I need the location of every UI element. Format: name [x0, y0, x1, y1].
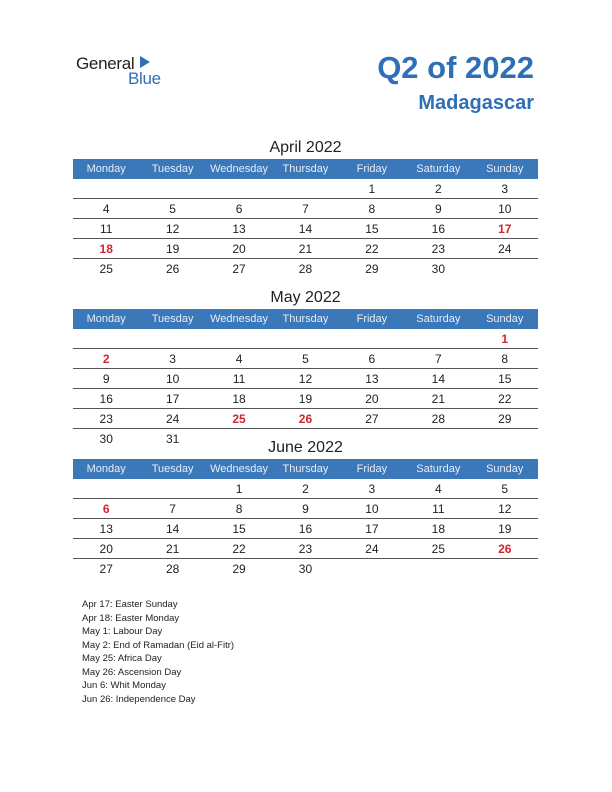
- weekday-label: Tuesday: [151, 163, 194, 175]
- day-cell: 4: [434, 482, 442, 496]
- day-cell: 3: [169, 352, 176, 366]
- day-cell: 2: [434, 182, 442, 196]
- day-cell: 14: [431, 372, 445, 386]
- weekday-label: Wednesday: [210, 163, 268, 175]
- day-cell: 22: [232, 542, 246, 556]
- week-row: [73, 479, 538, 499]
- weekday-label: Wednesday: [210, 463, 268, 475]
- day-cell: 28: [298, 262, 313, 276]
- day-cell: 23: [431, 242, 445, 256]
- day-cell: 9: [302, 502, 309, 516]
- day-cell: 24: [165, 412, 180, 426]
- day-cell: 30: [431, 262, 445, 276]
- weekday-label: Thursday: [282, 463, 329, 475]
- day-cell: 8: [235, 502, 243, 516]
- week-row: [73, 349, 538, 369]
- weekday-label: Tuesday: [151, 313, 194, 325]
- month-calendar: [73, 437, 538, 579]
- day-cell: 13: [232, 222, 246, 236]
- day-cell: 6: [235, 202, 243, 216]
- weekday-label: Saturday: [416, 313, 461, 325]
- day-cell: 15: [232, 522, 246, 536]
- day-cell: 26: [165, 262, 180, 276]
- holiday-item: Apr 18: Easter Monday: [82, 612, 180, 624]
- weekday-header: [73, 159, 538, 179]
- day-cell: [206, 329, 272, 348]
- logo: [76, 54, 176, 90]
- day-cell: [272, 179, 338, 198]
- holiday-item: May 2: End of Ramadan (Eid al-Fitr): [82, 639, 235, 651]
- day-cell: 17: [498, 222, 512, 236]
- weekday-label: Tuesday: [151, 463, 194, 475]
- day-cell: 8: [368, 202, 376, 216]
- day-cell: 6: [102, 502, 110, 516]
- weekday-label: Sunday: [486, 313, 524, 325]
- day-cell: 11: [232, 372, 246, 386]
- day-cell: 7: [302, 202, 309, 216]
- day-cell: 20: [232, 242, 246, 256]
- day-cell: 8: [501, 352, 509, 366]
- day-cell: 11: [99, 222, 113, 236]
- logo-blue-text: Blue: [128, 69, 161, 88]
- holiday-item: May 26: Ascension Day: [82, 666, 182, 678]
- week-row: [73, 519, 538, 539]
- weekday-label: Monday: [86, 463, 126, 475]
- weekday-label: Saturday: [416, 163, 461, 175]
- day-cell: 10: [365, 502, 379, 516]
- day-cell: [73, 179, 139, 198]
- day-cell: 12: [298, 372, 313, 386]
- month-title: May 2022: [270, 289, 341, 306]
- holiday-item: Jun 6: Whit Monday: [82, 680, 166, 691]
- day-cell: 1: [501, 332, 509, 346]
- day-cell: [139, 179, 205, 198]
- day-cell: [339, 559, 405, 579]
- day-cell: 19: [298, 392, 313, 406]
- day-cell: 31: [165, 432, 180, 446]
- week-row: [73, 259, 538, 279]
- day-cell: [73, 479, 139, 498]
- day-cell: 2: [102, 352, 110, 366]
- week-row: [73, 559, 538, 579]
- day-cell: 23: [99, 412, 113, 426]
- day-cell: 5: [501, 482, 509, 496]
- day-cell: 16: [298, 522, 313, 536]
- page-title: Q2 of 2022: [377, 50, 534, 85]
- day-cell: 24: [365, 542, 379, 556]
- weekday-label: Monday: [86, 163, 126, 175]
- day-cell: [272, 329, 338, 348]
- day-cell: 3: [501, 182, 509, 196]
- day-cell: 29: [498, 412, 512, 426]
- day-cell: 29: [232, 562, 246, 576]
- week-row: [73, 329, 538, 349]
- weekday-label: Sunday: [486, 163, 524, 175]
- day-cell: 10: [165, 372, 180, 386]
- day-cell: 10: [498, 202, 512, 216]
- week-row: [73, 389, 538, 409]
- weekday-label: Thursday: [282, 163, 329, 175]
- day-cell: 26: [498, 542, 512, 556]
- day-cell: 22: [498, 392, 512, 406]
- day-cell: [472, 259, 538, 279]
- day-cell: [405, 559, 471, 579]
- day-cell: 14: [165, 522, 180, 536]
- weekday-label: Friday: [356, 313, 388, 325]
- day-cell: 7: [169, 502, 176, 516]
- day-cell: 6: [368, 352, 376, 366]
- weekday-label: Sunday: [486, 463, 524, 475]
- holiday-item: Apr 17: Easter Sunday: [82, 599, 178, 610]
- day-cell: 20: [365, 392, 379, 406]
- day-cell: [139, 329, 205, 348]
- week-row: [73, 499, 538, 519]
- day-cell: 28: [431, 412, 445, 426]
- weekday-label: Friday: [356, 463, 388, 475]
- day-cell: [472, 559, 538, 579]
- day-cell: 21: [298, 242, 313, 256]
- week-row: [73, 539, 538, 559]
- holiday-item: May 25: Africa Day: [82, 653, 162, 664]
- day-cell: 25: [99, 262, 113, 276]
- day-cell: 19: [498, 522, 512, 536]
- day-cell: 24: [498, 242, 512, 256]
- day-cell: 17: [165, 392, 180, 406]
- week-row: [73, 219, 538, 239]
- day-cell: 21: [431, 392, 445, 406]
- day-cell: 22: [365, 242, 379, 256]
- day-cell: 30: [298, 562, 313, 576]
- day-cell: 23: [298, 542, 313, 556]
- day-cell: 3: [368, 482, 376, 496]
- day-cell: 11: [432, 502, 445, 516]
- day-cell: 26: [298, 412, 313, 426]
- day-cell: 25: [232, 412, 246, 426]
- month-title: June 2022: [268, 439, 343, 456]
- day-cell: 29: [365, 262, 379, 276]
- day-cell: 18: [232, 392, 246, 406]
- day-cell: 2: [302, 482, 309, 496]
- day-cell: 9: [434, 202, 442, 216]
- holiday-list: [82, 598, 234, 706]
- day-cell: 15: [498, 372, 512, 386]
- week-row: [73, 239, 538, 259]
- day-cell: 19: [165, 242, 180, 256]
- day-cell: 13: [99, 522, 113, 536]
- weekday-label: Wednesday: [210, 313, 268, 325]
- day-cell: 27: [365, 412, 379, 426]
- day-cell: 4: [102, 202, 110, 216]
- day-cell: 16: [99, 392, 113, 406]
- country-name: Madagascar: [418, 92, 534, 114]
- weekday-label: Monday: [86, 313, 126, 325]
- weekday-label: Friday: [356, 163, 388, 175]
- day-cell: 18: [99, 242, 113, 256]
- week-row: [73, 409, 538, 429]
- week-row: [73, 369, 538, 389]
- day-cell: 21: [165, 542, 180, 556]
- day-cell: 30: [99, 432, 113, 446]
- day-cell: 25: [431, 542, 445, 556]
- day-cell: 1: [368, 182, 376, 196]
- day-cell: 7: [434, 352, 442, 366]
- logo-general-text: General: [76, 54, 135, 73]
- day-cell: 5: [302, 352, 309, 366]
- day-cell: 28: [165, 562, 180, 576]
- day-cell: [206, 179, 272, 198]
- day-cell: 9: [102, 372, 110, 386]
- day-cell: 4: [235, 352, 243, 366]
- day-cell: 16: [431, 222, 445, 236]
- day-cell: 5: [169, 202, 176, 216]
- day-cell: 20: [99, 542, 113, 556]
- day-cell: 14: [298, 222, 313, 236]
- day-cell: 27: [232, 262, 246, 276]
- week-row: [73, 179, 538, 199]
- day-cell: 12: [498, 502, 512, 516]
- month-calendar: [73, 287, 538, 449]
- weekday-label: Saturday: [416, 463, 461, 475]
- day-cell: 13: [365, 372, 379, 386]
- day-cell: 15: [365, 222, 379, 236]
- day-cell: 18: [431, 522, 445, 536]
- weekday-header: [73, 459, 538, 479]
- day-cell: 27: [99, 562, 113, 576]
- month-title: April 2022: [269, 139, 342, 156]
- day-cell: [405, 329, 471, 348]
- day-cell: 17: [365, 522, 379, 536]
- weekday-label: Thursday: [282, 313, 329, 325]
- weekday-header: [73, 309, 538, 329]
- holiday-item: Jun 26: Independence Day: [82, 693, 196, 705]
- day-cell: [139, 479, 205, 498]
- day-cell: [339, 329, 405, 348]
- holiday-item: May 1: Labour Day: [82, 626, 163, 637]
- month-calendar: [73, 137, 538, 279]
- day-cell: [73, 329, 139, 348]
- day-cell: 12: [165, 222, 180, 236]
- day-cell: 1: [235, 482, 243, 496]
- week-row: [73, 199, 538, 219]
- logo-flag-icon: [140, 56, 150, 68]
